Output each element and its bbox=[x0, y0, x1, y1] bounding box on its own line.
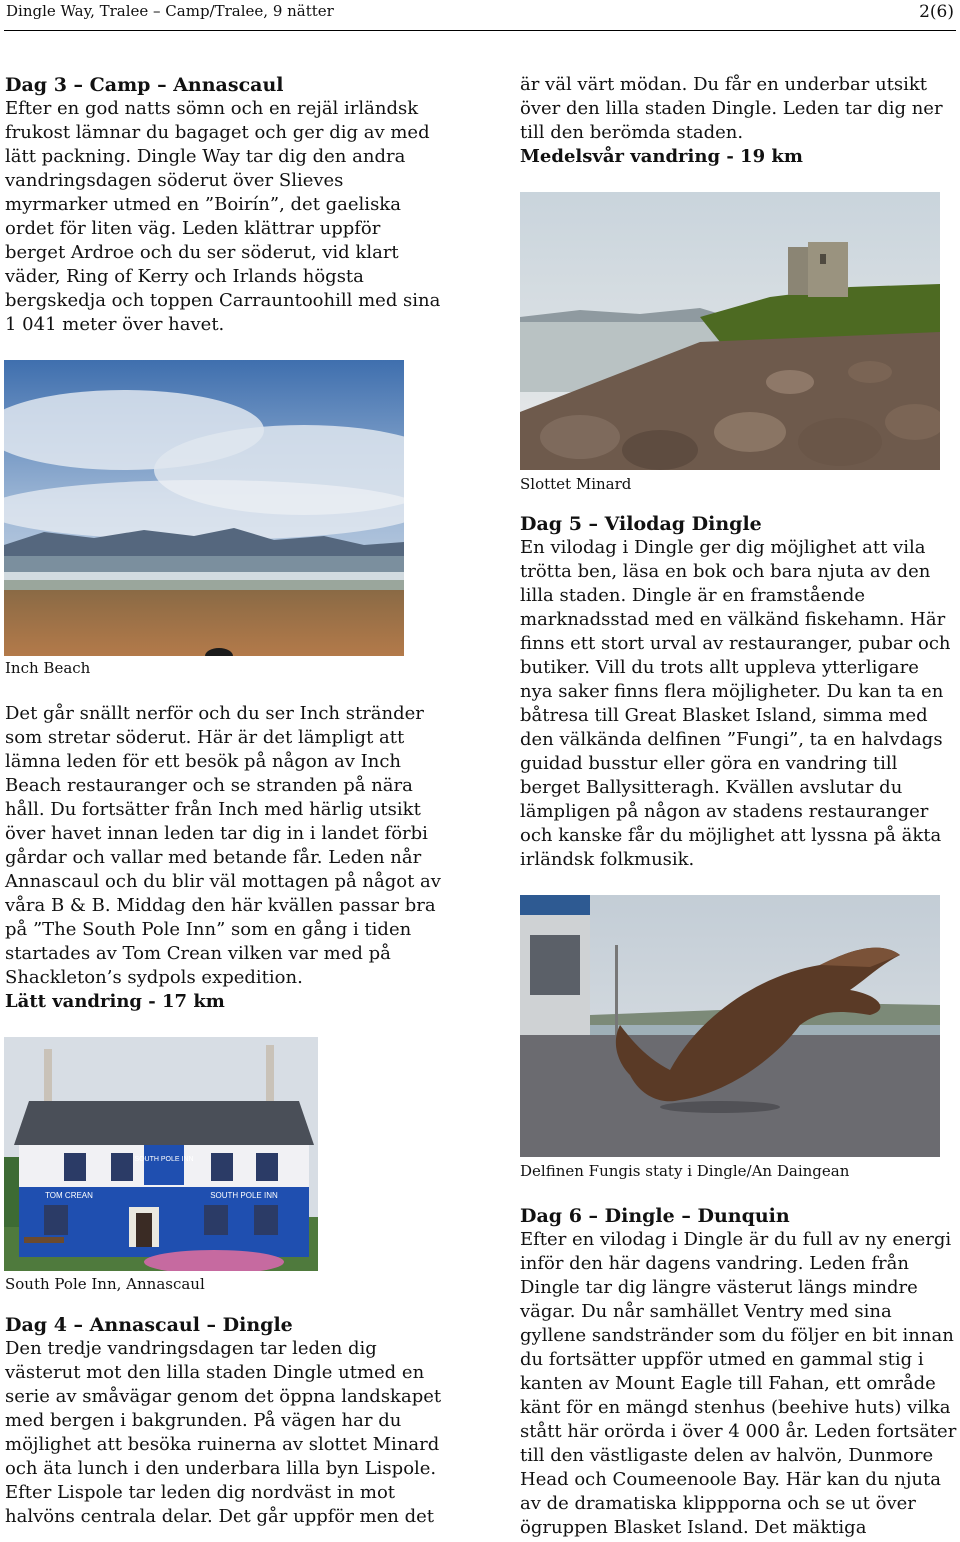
day6-paragraph: Efter en vilodag i Dingle är du full av ny energi inför den här dagens vandring. Leden från Dingle tar dig längre västerut längs mindre vägar. Du når samhället Ventry med sina gyllene sandstränder som du följer en bit innan du fortsätter uppför utmed en gammal stig i kanten av Mount Eagle till Fahan, ett område känt för en mängd stenhus (beehive huts) vilka stått här orörda i över 4 000 år. Leden fortsäter till den västligaste delen av halvön, Dunmore Head och Coumeenoole Bay. Här kan du njuta av de dramatiska klippporna och se ut över ögruppen Blasket Island. Det mäktiga bbox=[520, 1229, 957, 1538]
header-rule bbox=[4, 30, 956, 31]
dolphin-caption-wrap bbox=[520, 1161, 940, 1181]
minard-caption-wrap bbox=[520, 474, 820, 494]
dolphin-caption: Delfinen Fungis staty i Dingle/An Daingean bbox=[520, 1162, 850, 1180]
inn-sign-right-text: SOUTH POLE INN bbox=[210, 1191, 278, 1200]
day4-continued-section bbox=[520, 73, 952, 169]
day6-section bbox=[520, 1204, 960, 1540]
inch-paragraph: Det går snällt nerför och du ser Inch stränder som stretar söderut. Här är det lämpligt att lämna leden för ett besök på någon av Inch Beach restauranger och se stranden på nära håll. Du fortsätter från Inch med härlig utsikt över havet innan leden tar dig in i landet förbi gårdar och vallar med betande får. Leden når Annascaul och du blir väl mottagen på något av våra B & B. Middag den här kvällen passar bra på ”The South Pole Inn” som en gång i tiden startades av Tom Crean vilken var med på Shackleton’s sydpols expedition. bbox=[5, 703, 441, 988]
inch-beach-photo bbox=[4, 360, 404, 656]
south-pole-inn-caption: South Pole Inn, Annascaul bbox=[5, 1275, 205, 1293]
inch-section bbox=[5, 702, 450, 1014]
day4-difficulty: Medelsvår vandring - 19 km bbox=[520, 146, 803, 167]
fungi-dolphin-statue-photo bbox=[520, 895, 940, 1157]
day6-heading: Dag 6 – Dingle – Dunquin bbox=[520, 1205, 790, 1227]
inn-sign-left-text: TOM CREAN bbox=[45, 1191, 93, 1200]
inch-beach-caption: Inch Beach bbox=[5, 659, 91, 677]
minard-caption: Slottet Minard bbox=[520, 475, 632, 493]
inn-sign-top-text: SOUTH POLE INN bbox=[134, 1156, 194, 1163]
day5-heading: Dag 5 – Vilodag Dingle bbox=[520, 513, 762, 535]
day5-section bbox=[520, 512, 955, 872]
day3-heading: Dag 3 – Camp – Annascaul bbox=[5, 74, 284, 96]
day4-section bbox=[5, 1313, 450, 1529]
page-number: 2(6) bbox=[919, 2, 954, 22]
day5-paragraph: En vilodag i Dingle ger dig möjlighet att vila trötta ben, läsa en bok och bara njuta av den lilla staden. Dingle är en framstående marknadsstad med en välkänd fiskehamn. Här finns ett stort urval av restauranger, pubar och butiker. Vill du trots allt uppleva ytterligare nya saker finns flera möjligheter. Du kan ta en båtresa till Great Blasket Island, simma med den välkända delfinen ”Fungi”, ta en halvdags guidad busstur eller göra en vandring till berget Ballysitteragh. Kvällen avslutar du lämpligen på någon av stadens restauranger och kanske får du möjlighet att lyssna på äkta irländsk folkmusik. bbox=[520, 537, 951, 870]
day3-paragraph: Efter en god natts sömn och en rejäl irländsk frukost lämnar du bagaget och ger dig av med lätt packning. Dingle Way tar dig den andra vandringsdagen söderut över Slieves myrmarker utmed en ”Boirín”, det gaeliska ordet för liten väg. Leden klättrar uppför berget Ardroe och du ser söderut, vid klart väder, Ring of Kerry och Irlands högsta bergskedja och toppen Carrauntoohill med sina 1 041 meter över havet. bbox=[5, 98, 441, 335]
minard-castle-photo bbox=[520, 192, 940, 470]
day4-heading: Dag 4 – Annascaul – Dingle bbox=[5, 1314, 293, 1336]
page-header-title: Dingle Way, Tralee – Camp/Tralee, 9 nätter bbox=[6, 2, 334, 20]
south-pole-caption-wrap bbox=[5, 1274, 325, 1294]
day3-section bbox=[5, 73, 445, 337]
inch-beach-caption-wrap bbox=[5, 658, 305, 678]
inch-difficulty: Lätt vandring - 17 km bbox=[5, 991, 225, 1012]
day4-paragraph-continued: är väl värt mödan. Du får en underbar utsikt över den lilla staden Dingle. Leden tar dig ner till den berömda staden. bbox=[520, 74, 943, 143]
day4-paragraph: Den tredje vandringsdagen tar leden dig västerut mot den lilla staden Dingle utmed en serie av småvägar genom det öppna landskapet med bergen i bakgrunden. På vägen har du möjlighet att besöka ruinerna av slottet Minard och äta lunch i den underbara lilla byn Lispole. Efter Lispole tar leden dig nordväst in mot halvöns centrala delar. Det går uppför men det bbox=[5, 1338, 442, 1527]
south-pole-inn-photo bbox=[4, 1037, 318, 1271]
